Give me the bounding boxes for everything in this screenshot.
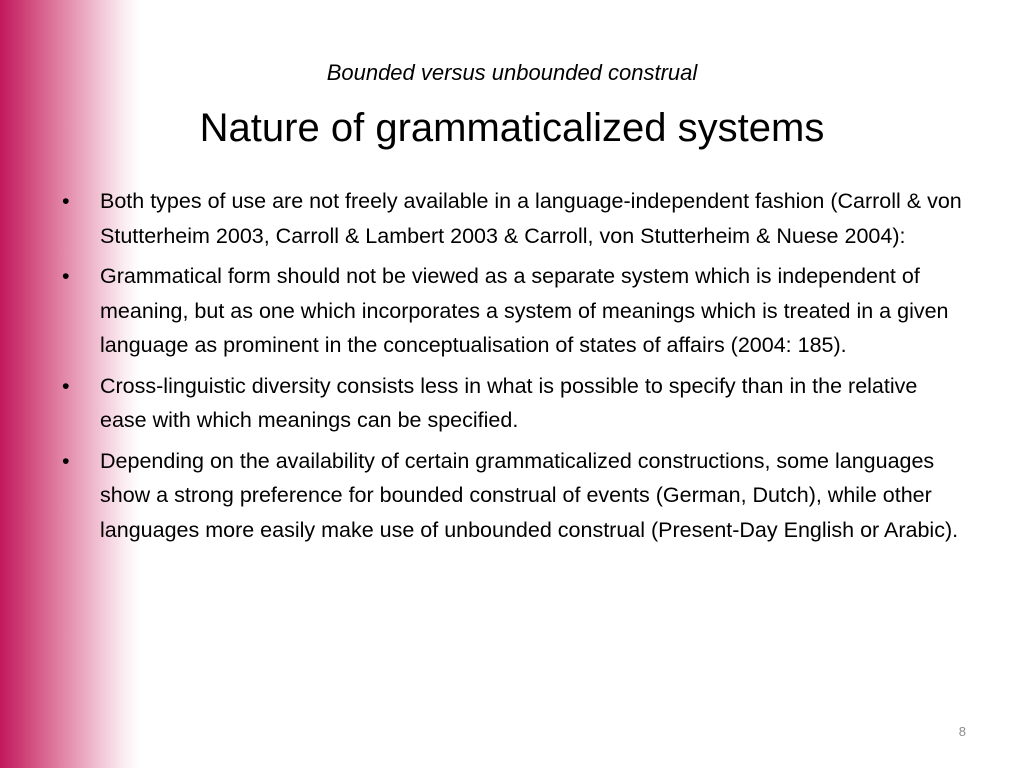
slide-subtitle: Bounded versus unbounded construal [326,60,698,85]
slide-title: Nature of grammaticalized systems [199,106,825,150]
bullet-text: Cross-linguistic diversity consists less in what is possible to specify than in the relative ease with which meanings can be specified. [100,373,918,432]
bullet-icon: • [62,264,70,288]
bullet-item [62,444,962,548]
bullet-icon: • [62,448,70,473]
bullet-icon: • [62,373,70,398]
bullet-text: Both types of use are not freely available in a language-independent fashion (Carroll & von Stutterheim 2003, Carroll & Lambert 2003 & Carroll, von Stutterheim & Nuese 2004): [100,189,962,248]
bullet-item [62,369,962,438]
bullet-item [62,259,962,363]
bullet-text: Grammatical form should not be viewed as a separate system which is independent of meaning, but as one which incorporates a system of meanings which is treated in a given language as prominent in the conceptualisation of states of affairs (2004: 185). [100,264,949,357]
bullet-icon: • [62,189,70,213]
bullet-list [62,184,962,553]
page-number: 8 [958,724,966,739]
bullet-text: Depending on the availability of certain grammaticalized constructions, some languages show a strong preference for bounded construal of events (German, Dutch), while other languages more easily make use of unbounded construal (Present-Day English or Arabic). [100,448,959,542]
bullet-item [62,184,962,253]
